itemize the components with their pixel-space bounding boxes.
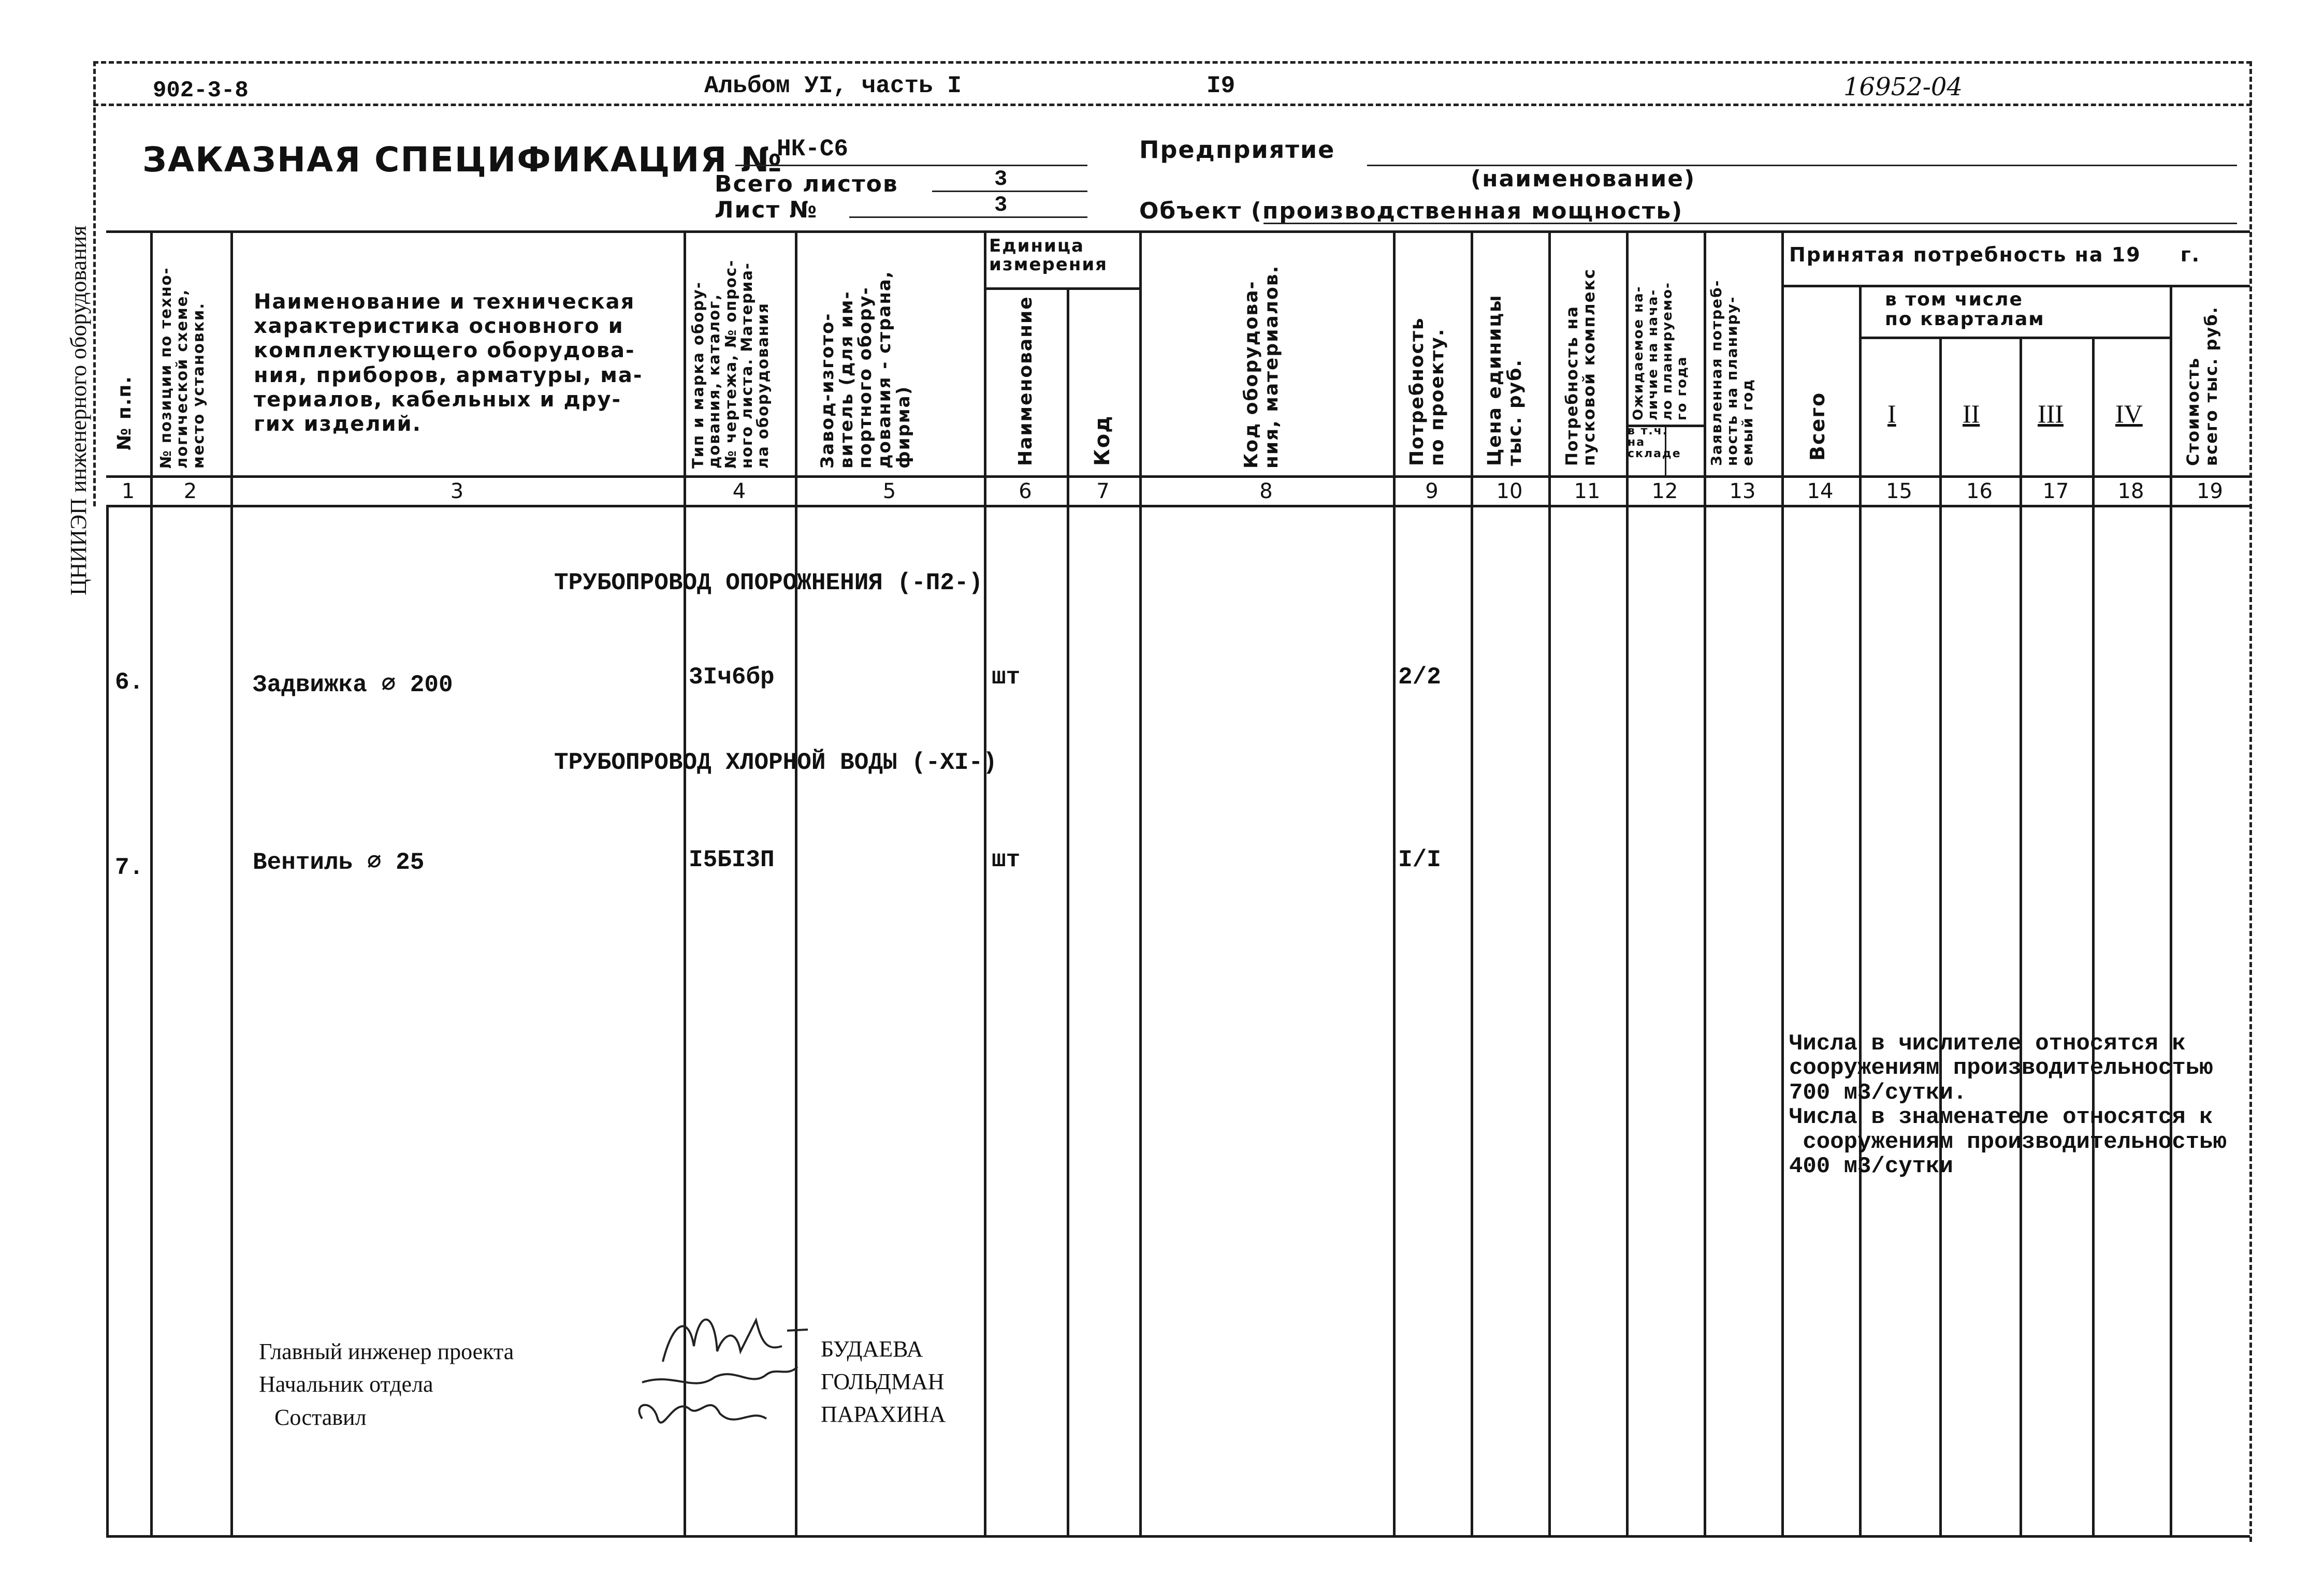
row-6-unit: шт	[992, 664, 1021, 691]
col-number-2: 2	[183, 479, 197, 503]
col-number-1: 1	[121, 479, 135, 503]
col-header-quarters-group: в том числе по кварталам	[1885, 289, 2045, 330]
col-line-5	[984, 230, 986, 1538]
col-number-12: 12	[1651, 479, 1678, 503]
document-number: 16952-04	[1843, 72, 1963, 101]
section-title-drain: ТРУБОПРОВОД ОПОРОЖНЕНИЯ (-П2-)	[554, 570, 983, 596]
col-number-18: 18	[2117, 479, 2144, 503]
sig-name-budaeva: БУДАЕВА	[821, 1336, 923, 1362]
top-border	[93, 61, 2252, 64]
col-line-18	[2170, 285, 2172, 1538]
col-number-6: 6	[1019, 479, 1032, 503]
note-line-6: 400 м3/сутки	[1789, 1154, 1953, 1180]
sig-role-head-of-department: Начальник отдела	[259, 1372, 433, 1397]
col-line-10	[1548, 230, 1551, 1538]
object-label: Объект (производственная мощность)	[1139, 198, 1683, 224]
col-line-14	[1859, 285, 1862, 1538]
top-strip-line	[93, 104, 2252, 106]
unit-group-line	[984, 287, 1139, 290]
column-number-bottom-line	[106, 505, 2250, 507]
quarters-group-line	[1859, 337, 2170, 339]
row-7-qty: I/I	[1398, 847, 1441, 873]
note-line-2: сооружениям производительностью	[1789, 1055, 2213, 1082]
album-label: Альбом УI, часть I	[704, 72, 962, 99]
col-header-16: II	[1963, 399, 1980, 428]
col-number-14: 14	[1807, 479, 1834, 503]
total-sheets-value: 3	[994, 167, 1008, 192]
col-line-17	[2092, 337, 2095, 1538]
col-header-14: Всего	[1806, 391, 1829, 461]
col-header-3: Наименование и техническая характеристика основного и комплектующего оборудова- ния, приборов, арматуры, ма- териалов, кабельных и дру- гих изделий.	[254, 290, 643, 436]
sig-name-parakhina: ПАРАХИНА	[821, 1402, 946, 1427]
form-title: ЗАКАЗНАЯ СПЕЦИФИКАЦИЯ №	[142, 140, 783, 180]
col-number-4: 4	[732, 479, 746, 503]
col-header-10: Цена единицы тыс. руб.	[1484, 294, 1526, 466]
col-number-10: 10	[1496, 479, 1523, 503]
table-top-line	[106, 230, 2250, 233]
row-6-qty: 2/2	[1398, 664, 1441, 691]
table-header-bottom-line	[106, 475, 2250, 478]
sheet-label: Лист №	[715, 197, 818, 223]
col-header-accepted-group: Принятая потребность на 19 г.	[1789, 243, 2201, 266]
total-sheets-label: Всего листов	[715, 171, 898, 197]
row-7-no: 7.	[115, 854, 144, 881]
col-header-17: III	[2038, 399, 2064, 428]
col-line-6	[1067, 287, 1069, 1538]
col-header-7: Код	[1091, 415, 1114, 466]
col-line-1	[150, 230, 153, 1538]
page-number: I9	[1207, 72, 1236, 99]
col-line-8	[1393, 230, 1396, 1538]
col-line-7	[1139, 230, 1142, 1538]
bottom-border	[106, 1535, 2250, 1538]
col-header-9: Потребность по проекту.	[1406, 317, 1448, 466]
col-line-16	[2020, 337, 2022, 1538]
col-header-15: I	[1887, 399, 1896, 428]
col-header-unit-group: Единица измерения	[989, 236, 1108, 275]
col-number-13: 13	[1729, 479, 1756, 503]
col-header-2: № позиции по техно- логической схеме, место установки.	[157, 267, 207, 469]
col-header-13: Заявленная потреб- ность на планиру- емый год	[1708, 279, 1756, 466]
note-line-4: Числа в знаменателе относятся к	[1789, 1104, 2213, 1131]
left-border-lower	[106, 505, 109, 1538]
row-7-name: Вентиль ∅ 25	[253, 849, 425, 876]
row-7-unit: шт	[992, 847, 1021, 873]
sheet-underline	[849, 216, 1087, 218]
col-header-18: IV	[2115, 399, 2143, 428]
note-line-1: Числа в числителе относятся к	[1789, 1030, 2186, 1057]
sig-role-chief-engineer: Главный инженер проекта	[259, 1339, 514, 1364]
object-underline	[1263, 223, 2237, 224]
col-number-8: 8	[1259, 479, 1273, 503]
col-header-8: Код оборудова- ния, материалов.	[1241, 265, 1282, 469]
row-6-name: Задвижка ∅ 200	[253, 672, 453, 698]
col-header-11: Потребность на пусковой комплекс	[1563, 268, 1599, 466]
sig-name-goldman: ГОЛЬДМАН	[821, 1369, 945, 1394]
series-number: 902-3-8	[153, 78, 249, 104]
note-text	[1789, 1007, 2227, 1204]
accepted-group-line	[1781, 285, 2250, 287]
col-header-19: Стоимость всего тыс. руб.	[2183, 306, 2221, 466]
col-number-16: 16	[1966, 479, 1993, 503]
col-header-1: № п.п.	[114, 375, 135, 450]
name-caption: (наименование)	[1471, 166, 1696, 192]
note-line-5: сооружениям производительностью	[1789, 1129, 2227, 1155]
left-border-upper	[93, 61, 96, 506]
col-line-9	[1471, 230, 1473, 1538]
col-line-15	[1939, 337, 1942, 1538]
col-number-15: 15	[1886, 479, 1912, 503]
side-label: ЦНИИЭП инженерного оборудования	[66, 225, 91, 595]
col-number-3: 3	[450, 479, 464, 503]
sheet-value: 3	[994, 193, 1008, 217]
col-header-12-sub: в т.ч. на складе	[1628, 425, 1681, 460]
spec-number-underline	[735, 165, 1087, 166]
col-header-6: Наименование	[1015, 296, 1036, 466]
total-sheets-underline	[932, 191, 1087, 192]
col-number-7: 7	[1096, 479, 1110, 503]
note-line-3: 700 м3/сутки.	[1789, 1080, 1967, 1106]
col-line-2	[230, 230, 233, 1538]
col-header-5: Завод-изгото- витель (для им- портного обору- дования - страна, фирма)	[817, 270, 914, 469]
col-line-12	[1704, 230, 1706, 1538]
spec-number: НК-С6	[777, 136, 849, 163]
handwritten-signatures	[611, 1289, 829, 1445]
col-line-13	[1781, 230, 1784, 1538]
enterprise-label: Предприятие	[1139, 136, 1335, 164]
col-number-5: 5	[882, 479, 896, 503]
col-header-4: Тип и марка обору- дования, каталог, № чертежа, № опрос- ного листа. Материа- ла оборудования	[689, 259, 772, 469]
col-header-12: Ожидаемое на- личие на нача- ло планируемо- го года	[1631, 282, 1690, 420]
col-number-11: 11	[1574, 479, 1601, 503]
row-6-type: 3Iч6бр	[689, 664, 775, 691]
col-number-9: 9	[1425, 479, 1439, 503]
col-number-19: 19	[2197, 479, 2223, 503]
right-border	[2249, 61, 2252, 1542]
sig-role-compiled-by: Составил	[274, 1405, 367, 1430]
section-title-chlorine: ТРУБОПРОВОД ХЛОРНОЙ ВОДЫ (-XI-)	[554, 749, 997, 776]
row-7-type: I5БI3П	[689, 847, 775, 873]
col-number-17: 17	[2042, 479, 2069, 503]
row-6-no: 6.	[115, 669, 144, 696]
